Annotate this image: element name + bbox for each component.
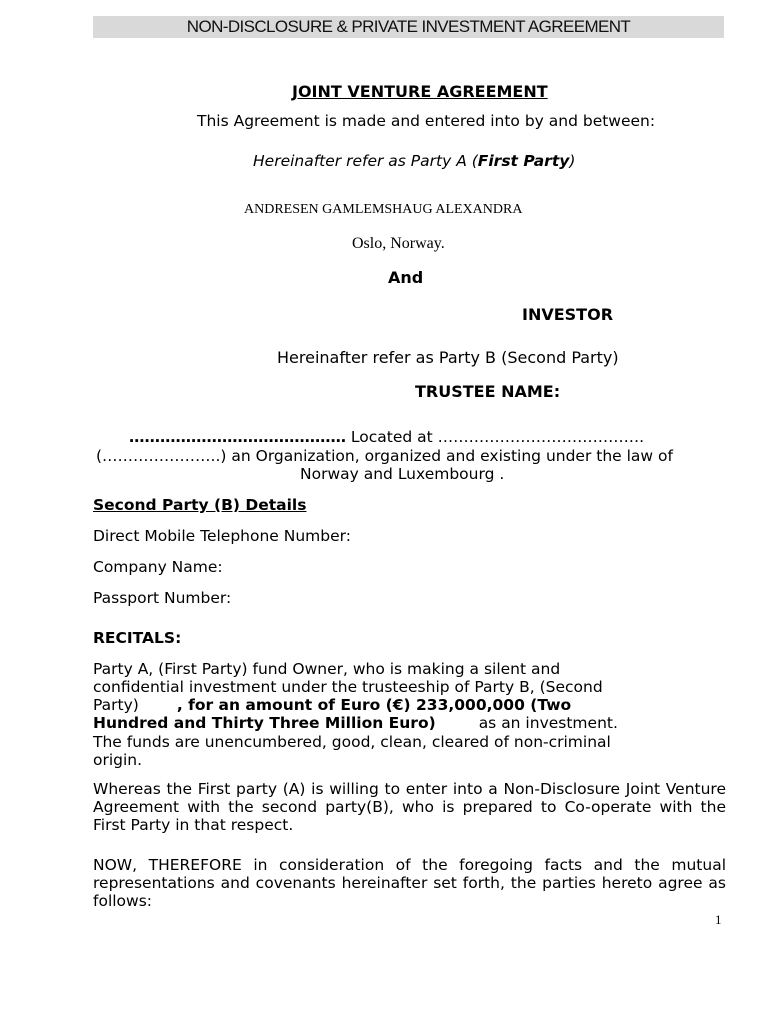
recital-investment-text: as an investment. [478,714,618,732]
header-title: NON-DISCLOSURE & PRIVATE INVESTMENT AGREEMENT [186,17,631,36]
now-therefore-lead: NOW, THEREFORE [93,856,242,874]
trustee-name-blank: …………………………………… [129,428,346,446]
recital-line-1: Party A, (First Party) fund Owner, who is making a silent and [93,660,561,678]
located-at-text: Located at …………………………………. [346,428,645,446]
intro-text: This Agreement is made and entered into by and between: [197,112,656,130]
now-therefore-text: in consideration of the foregoing facts and the mutual representations and covenants hereinafter set forth, the parties hereto agree as follows: [93,856,727,910]
party-a-name: ANDRESEN GAMLEMSHAUG ALEXANDRA [244,202,523,217]
recital-line-2: confidential investment under the trusteeship of Party B, (Second [93,678,603,696]
party-b-reference: Hereinafter refer as Party B (Second Party) [277,348,619,367]
located-line [129,428,644,446]
recital-line-5: The funds are unencumbered, good, clean, cleared of non-criminal [93,733,611,751]
trustee-name-label: TRUSTEE NAME: [415,382,561,401]
header-bar [93,16,724,38]
phone-number-label: Direct Mobile Telephone Number: [93,527,351,545]
recital-line-6: origin. [93,751,143,769]
organization-line: (…………………..) an Organization, organized and existing under the law of [96,447,673,465]
recital-line-4 [93,714,618,732]
party-a-ref-prefix: Hereinafter refer as Party A ( [253,152,478,170]
organization-line-2: Norway and Luxembourg . [300,465,505,483]
party-a-reference [253,152,575,170]
document-title: JOINT VENTURE AGREEMENT [292,82,548,101]
party-a-location: Oslo, Norway. [352,235,445,252]
whereas-paragraph: Whereas the First party (A) is willing to enter into a Non-Disclosure Joint Venture Agreement with the second party(B), who is prepared to Co-operate with the First Party in that respect. [93,780,726,834]
company-name-label: Company Name: [93,558,223,576]
recitals-heading: RECITALS: [93,629,182,647]
party-a-ref-bold: First Party [477,152,570,170]
second-party-details-heading: Second Party (B) Details [93,496,307,514]
recital-line-3 [93,696,571,714]
recital-amount-words: Hundred and Thirty Three Million Euro) [93,714,436,732]
party-a-ref-suffix: ) [569,152,576,170]
and-text: And [388,268,424,287]
recital-party-text: Party) [93,696,139,714]
recital-amount: , for an amount of Euro (€) 233,000,000 (Two [176,696,572,714]
passport-number-label: Passport Number: [93,589,232,607]
investor-label: INVESTOR [522,305,614,324]
page-number: 1 [715,912,722,927]
now-therefore-paragraph [93,856,726,910]
